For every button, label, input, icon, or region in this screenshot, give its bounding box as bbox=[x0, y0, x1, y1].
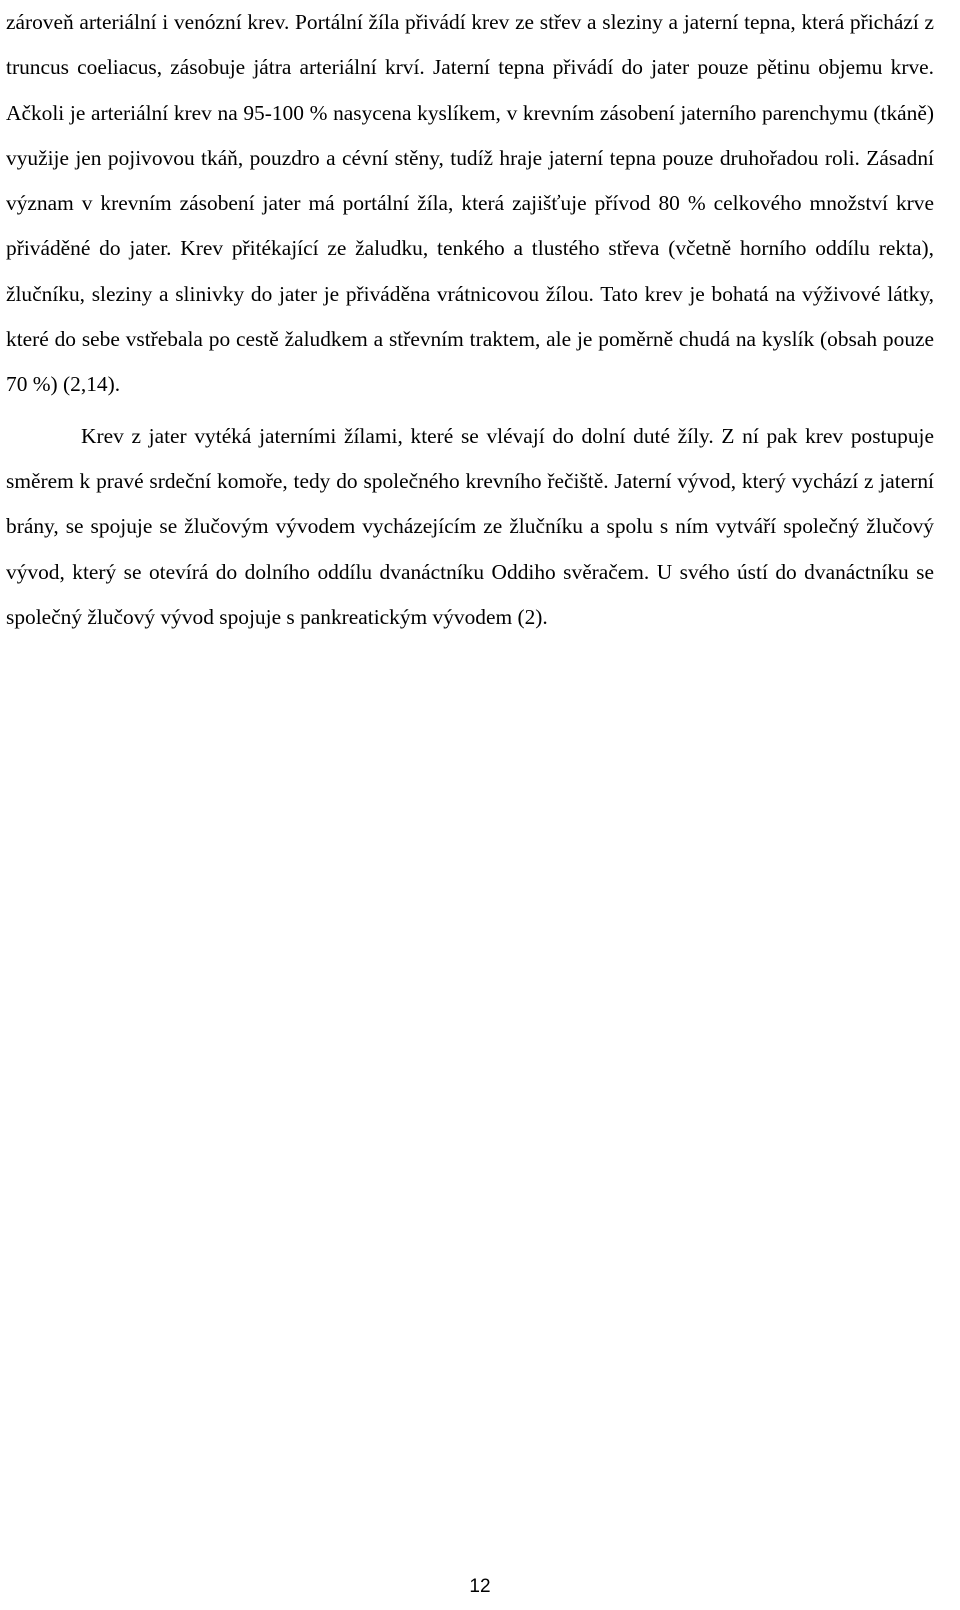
document-page bbox=[6, 0, 934, 640]
paragraph-outflow-bile-ducts: Krev z jater vytéká jaterními žílami, které se vlévají do dolní duté žíly. Z ní pak krev postupuje směrem k pravé srdeční komoře, tedy do společného krevního řečiště. Jaterní vývod, který vychází z jaterní brány, se spojuje se žlučovým vývodem vycházejícím ze žlučníku a spolu s ním vytváří společný žlučový vývod, který se otevírá do dolního oddílu dvanáctníku Oddiho svěračem. U svého ústí do dvanáctníku se společný žlučový vývod spojuje s pankreatickým vývodem (2). bbox=[6, 423, 934, 629]
paragraph-blood-supply: zároveň arteriální i venózní krev. Portální žíla přivádí krev ze střev a sleziny a jaterní tepna, která přichází z truncus coeliacus, zásobuje játra arteriální krví. Jaterní tepna přivádí do jater pouze pětinu objemu krve. Ačkoli je arteriální krev na 95-100 % nasycena kyslíkem, v krevním zásobení jaterního parenchymu (tkáně) využije jen pojivovou tkáň, pouzdro a cévní stěny, tudíž hraje jaterní tepna pouze druhořadou roli. Zásadní význam v krevním zásobení jater má portální žíla, která zajišťuje přívod 80 % celkového množství krve přiváděné do jater. Krev přitékající ze žaludku, tenkého a tlustého střeva (včetně horního oddílu rekta), žlučníku, sleziny a slinivky do jater je přiváděna vrátnicovou žílou. Tato krev je bohatá na výživové látky, které do sebe vstřebala po cestě žaludkem a střevním traktem, ale je poměrně chudá na kyslík (obsah pouze 70 %) (2,14). bbox=[6, 10, 934, 397]
page-number: 12 bbox=[469, 1576, 491, 1597]
